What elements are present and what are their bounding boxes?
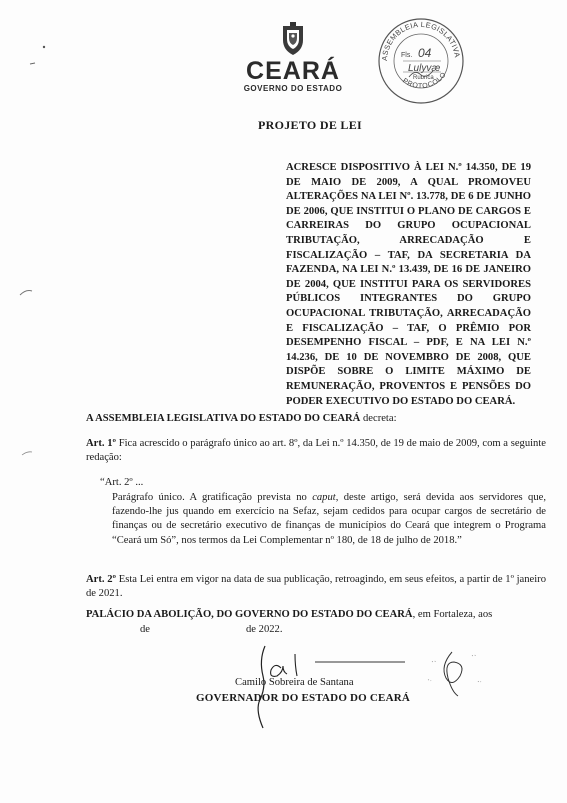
protocol-stamp xyxy=(375,15,467,107)
brand-name: CEARÁ xyxy=(246,57,340,85)
handwritten-rubric-icon xyxy=(420,642,490,702)
quoted-paragraph xyxy=(112,491,546,548)
palace-line xyxy=(86,608,546,622)
stamp-rubric-label: Rubrica xyxy=(413,75,434,81)
palace-location: , em Fortaleza, aos xyxy=(412,609,493,620)
article-1-label: Art. 1º xyxy=(86,438,117,449)
quoted-paragraph-italic: caput xyxy=(312,492,336,503)
quoted-article-head: “Art. 2º ... xyxy=(100,477,144,488)
enacting-body: A ASSEMBLEIA LEGISLATIVA DO ESTADO DO CEARÁ xyxy=(86,413,361,424)
article-2-text: Esta Lei entra em vigor na data de sua publicação, retroagindo, em seus efeitos, a partir de 1º janeiro de 2021. xyxy=(86,574,546,600)
quoted-paragraph-pre: Parágrafo único. A gratificação prevista no xyxy=(112,492,313,503)
article-1-text: Fica acrescido o parágrafo único ao art. 8º, da Lei n.º 14.350, de 19 de maio de 2009, com a seguinte redação: xyxy=(86,438,546,464)
date-de: de xyxy=(140,624,150,635)
stamp-fls-value: 04 xyxy=(418,46,432,60)
signer-name: Camilo Sobreira de Santana xyxy=(235,677,354,688)
article-2 xyxy=(86,573,546,601)
enacting-verb: decreta: xyxy=(360,413,397,424)
article-2-label: Art. 2º xyxy=(86,574,117,585)
signing-date xyxy=(140,623,440,637)
state-coat-of-arms-icon xyxy=(278,22,308,56)
enacting-clause xyxy=(86,412,546,426)
signer-role: GOVERNADOR DO ESTADO DO CEARÁ xyxy=(196,692,410,704)
state-logo xyxy=(238,22,348,93)
stamp-rubric-handwriting: Lulyvæ xyxy=(408,63,441,74)
article-1 xyxy=(86,437,546,465)
document-type: PROJETO DE LEI xyxy=(258,118,363,132)
stamp-fls-label: Fls. xyxy=(401,52,413,59)
quoted-paragraph-post: , deste artigo, será devida aos servidores que, fazendo-lhe jus quando em exercício na Sefaz, sejam cedidos para ocupar cargos de secretário de finanças ou de secretário executivo de finanças de municípios do Ceará que integrem o Programa “Ceará um Só”, nos termos da Lei Complementar nº 180, de 18 de julho de 2018.” xyxy=(112,492,546,546)
ementa: ACRESCE DISPOSITIVO À LEI N.º 14.350, DE 19 DE MAIO DE 2009, A QUAL PROMOVEU ALTERAÇÕES NA LEI Nº. 13.778, DE 6 DE JUNHO DE 2006, QUE INSTITUI O PLANO DE CARGOS E CARREIRAS DO GRUPO OCUPACIONAL TRIBUTAÇÃO, ARRECADAÇÃO E FISCALIZAÇÃO – TAF, DA SECRETARIA DA FAZENDA, NA LEI N.º 13.439, DE 16 DE JANEIRO DE 2004, QUE INSTITUI PARA OS SERVIDORES PÚBLICOS INTEGRANTES DO GRUPO OCUPACIONAL TRIBUTAÇÃO, ARRECADAÇÃO E FISCALIZAÇÃO – TAF, O PRÊMIO POR DESEMPENHO FISCAL – PDF, E NA LEI N.º 14.236, DE 10 DE NOVEMBRO DE 2008, QUE DISPÕE SOBRE O LIMITE MÁXIMO DE REMUNERAÇÃO, PROVENTOS E PENSÕES DO PODER EXECUTIVO DO ESTADO DO CEARÁ. xyxy=(286,162,531,407)
brand-subtitle: GOVERNO DO ESTADO xyxy=(243,84,343,93)
date-year: de 2022. xyxy=(246,624,283,635)
palace-name: PALÁCIO DA ABOLIÇÃO, DO GOVERNO DO ESTADO DO CEARÁ xyxy=(86,609,413,620)
protocol-stamp-icon xyxy=(375,15,467,107)
stamp-ring-text: ASSEMBLEIA LEGISLATIVA xyxy=(379,19,462,62)
stamp-bottom-text: PROTOCOLO xyxy=(401,71,448,91)
